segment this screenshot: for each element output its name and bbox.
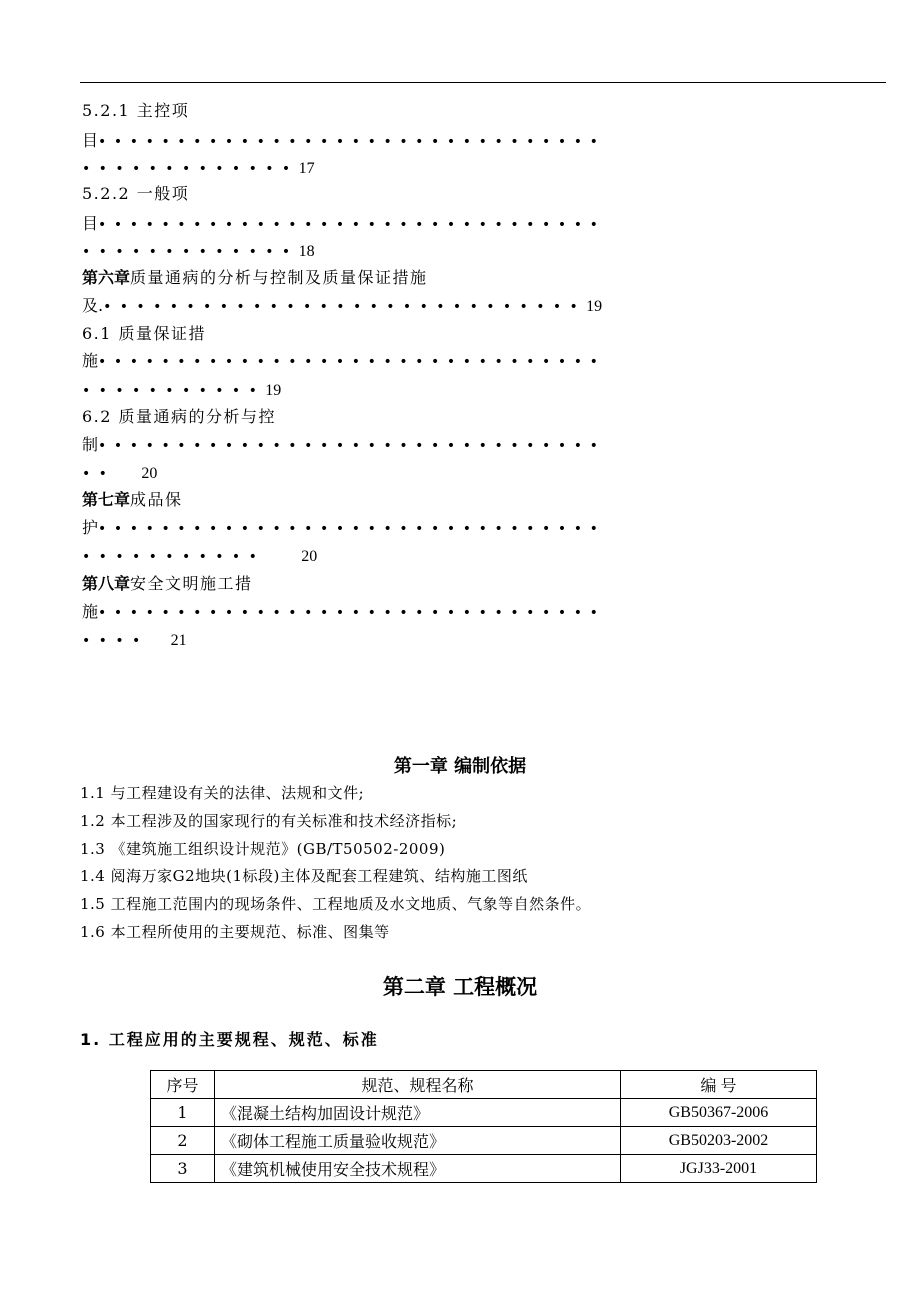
basis-item: 1.3 《建筑施工组织设计规范》(GB/T50502-2009) — [80, 840, 446, 858]
toc-leader: 施•••••••••••••••••••••••••••••••• — [82, 351, 606, 370]
cell-no: 1 — [151, 1099, 215, 1127]
cell-code: GB50203-2002 — [621, 1127, 817, 1155]
toc-entry-title — [82, 268, 428, 288]
toc-entry-title: 6.1 质量保证措 — [82, 324, 207, 343]
toc-lead-char: 施 — [82, 602, 99, 621]
toc-entry-title: 5.2.1 主控项 — [82, 101, 190, 120]
toc-lead-char: 制 — [82, 435, 99, 454]
chapter2-title: 第二章 工程概况 — [382, 975, 538, 999]
toc-page-number: 20 — [301, 548, 318, 565]
header-rule — [80, 82, 886, 83]
toc-leader: 及.•••••••••••••••••••••••••••••19 — [82, 296, 603, 315]
toc-leader-cont: •• 20 — [82, 465, 158, 482]
cell-code: GB50367-2006 — [621, 1099, 817, 1127]
toc-entry-title — [82, 574, 253, 594]
table-row — [151, 1127, 817, 1155]
cell-name: 《建筑机械使用安全技术规程》 — [215, 1155, 621, 1183]
toc-leader: 施•••••••••••••••••••••••••••••••• — [82, 602, 606, 621]
toc-chapter-label: 第六章 — [82, 268, 131, 287]
toc-chapter-label: 第七章 — [82, 490, 131, 509]
table-row — [151, 1155, 817, 1183]
toc-page-number: 18 — [298, 243, 315, 260]
toc-leader: 制•••••••••••••••••••••••••••••••• — [82, 435, 606, 454]
toc-leader: 目•••••••••••••••••••••••••••••••• — [82, 214, 606, 233]
basis-item: 1.1 与工程建设有关的法律、法规和文件; — [80, 784, 365, 802]
cell-no: 2 — [151, 1127, 215, 1155]
basis-item: 1.2 本工程涉及的国家现行的有关标准和技术经济指标; — [80, 812, 458, 830]
toc-entry-title — [82, 490, 183, 510]
toc-leader-cont: •••••••••••19 — [82, 382, 282, 399]
basis-item: 1.5 工程施工范围内的现场条件、工程地质及水文地质、气象等自然条件。 — [80, 895, 592, 913]
cell-code: JGJ33-2001 — [621, 1155, 817, 1183]
basis-item: 1.4 阅海万家G2地块(1标段)主体及配套工程建筑、结构施工图纸 — [80, 867, 528, 885]
toc-chapter-label: 第八章 — [82, 574, 131, 593]
toc-leader-cont: ••••••••••• 20 — [82, 548, 318, 565]
toc-lead-char: 护 — [82, 518, 99, 537]
cell-name: 《砌体工程施工质量验收规范》 — [215, 1127, 621, 1155]
toc-page-number: 20 — [141, 465, 158, 482]
toc-page-number: 19 — [265, 382, 282, 399]
toc-page-number: 21 — [170, 632, 187, 649]
toc-entry-title: 6.2 质量通病的分析与控 — [82, 407, 277, 426]
toc-lead-char: 目 — [82, 214, 99, 233]
toc-leader-cont: •••••••••••••18 — [82, 243, 315, 260]
toc-chapter-title: 质量通病的分析与控制及质量保证措施 — [130, 268, 428, 287]
standards-table — [150, 1070, 817, 1183]
toc-lead-char: 及. — [82, 296, 104, 315]
table-row — [151, 1099, 817, 1127]
toc-chapter-title: 安全文明施工措 — [130, 574, 253, 593]
toc-leader: 目•••••••••••••••••••••••••••••••• — [82, 131, 606, 150]
toc-chapter-title: 成品保 — [130, 490, 183, 509]
cell-name: 《混凝土结构加固设计规范》 — [215, 1099, 621, 1127]
toc-page-number: 19 — [586, 298, 603, 315]
header-cell-no: 序号 — [151, 1071, 215, 1099]
table-header-row — [151, 1071, 817, 1099]
header-cell-code: 编 号 — [621, 1071, 817, 1099]
toc-page-number: 17 — [298, 160, 315, 177]
toc-lead-char: 目 — [82, 131, 99, 150]
toc-leader: 护•••••••••••••••••••••••••••••••• — [82, 518, 606, 537]
toc-leader-cont: •••••••••••••17 — [82, 160, 315, 177]
toc-leader-cont: •••• 21 — [82, 632, 187, 649]
chapter1-title: 第一章 编制依据 — [393, 756, 527, 777]
header-cell-name: 规范、规程名称 — [215, 1071, 621, 1099]
toc-lead-char: 施 — [82, 351, 99, 370]
section-title: 1. 工程应用的主要规程、规范、标准 — [80, 1030, 379, 1049]
basis-item: 1.6 本工程所使用的主要规范、标准、图集等 — [80, 923, 390, 941]
cell-no: 3 — [151, 1155, 215, 1183]
toc-entry-title: 5.2.2 一般项 — [82, 184, 190, 203]
